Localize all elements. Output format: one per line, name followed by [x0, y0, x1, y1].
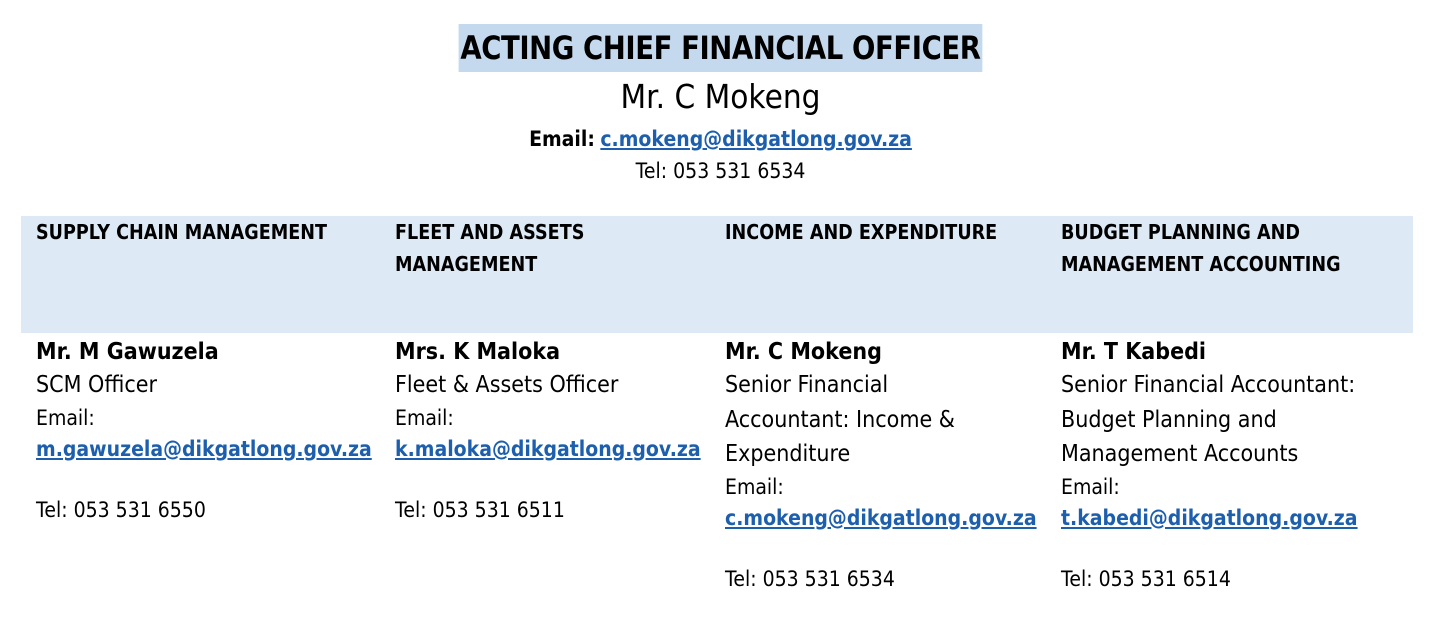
dept-title-line: MANAGEMENT ACCOUNTING	[1061, 252, 1341, 276]
dept-header-income-expenditure	[725, 216, 1034, 248]
dept-title-line: FLEET AND ASSETS	[395, 220, 585, 244]
contact-name: Mr. T Kabedi	[1061, 339, 1207, 365]
contact-email-link[interactable]: t.kabedi@dikgatlong.gov.za	[1061, 505, 1358, 530]
dept-title-line: SUPPLY CHAIN MANAGEMENT	[36, 220, 328, 244]
dept-title-line: BUDGET PLANNING AND	[1061, 220, 1300, 244]
contact-role-line: Senior Financial	[725, 372, 889, 398]
contact-tel: Tel: 053 531 6550	[36, 497, 206, 522]
cfo-email-label: Email:	[529, 127, 595, 151]
contact-card-fleet-assets	[395, 336, 735, 525]
contact-name: Mr. C Mokeng	[725, 339, 882, 365]
contact-tel: Tel: 053 531 6534	[725, 566, 895, 591]
contact-tel: Tel: 053 531 6511	[395, 497, 565, 522]
cfo-tel: Tel: 053 531 6534	[635, 159, 806, 183]
contact-role-line: Management Accounts	[1061, 441, 1299, 467]
contact-email-link[interactable]: m.gawuzela@dikgatlong.gov.za	[36, 436, 372, 461]
contact-role-line: Budget Planning and	[1061, 406, 1277, 433]
contact-email-link[interactable]: k.maloka@dikgatlong.gov.za	[395, 436, 701, 461]
contact-card-budget-planning	[1061, 336, 1391, 594]
contact-email-label: Email:	[725, 474, 784, 499]
dept-header-fleet-assets	[395, 216, 610, 280]
contact-role-line: SCM Officer	[36, 372, 157, 398]
contact-email-link[interactable]: c.mokeng@dikgatlong.gov.za	[725, 505, 1037, 530]
cfo-email-link[interactable]: c.mokeng@dikgatlong.gov.za	[600, 127, 912, 151]
cfo-name: Mr. C Mokeng	[620, 77, 821, 116]
contact-name: Mr. M Gawuzela	[36, 339, 219, 365]
page-title: ACTING CHIEF FINANCIAL OFFICER	[459, 24, 983, 72]
contact-role-line: Accountant: Income &	[725, 406, 955, 433]
contact-card-income-expenditure	[725, 336, 1071, 594]
dept-title-line: MANAGEMENT	[395, 252, 538, 276]
contact-email-label: Email:	[395, 405, 454, 430]
dept-title-line: INCOME AND EXPENDITURE	[725, 220, 998, 244]
contact-role-line: Senior Financial Accountant:	[1061, 372, 1356, 398]
contact-role-line: Fleet & Assets Officer	[395, 372, 619, 398]
cfo-email-row	[72, 124, 1369, 154]
contact-role-line: Expenditure	[725, 441, 851, 467]
contact-tel: Tel: 053 531 6514	[1061, 566, 1231, 591]
contact-email-label: Email:	[1061, 474, 1120, 499]
contact-email-label: Email:	[36, 405, 95, 430]
cfo-title-wrap	[0, 24, 1441, 72]
contact-card-supply-chain	[36, 336, 409, 525]
dept-header-budget-planning	[1061, 216, 1379, 280]
contact-name: Mrs. K Maloka	[395, 339, 561, 365]
dept-header-supply-chain	[36, 216, 367, 248]
